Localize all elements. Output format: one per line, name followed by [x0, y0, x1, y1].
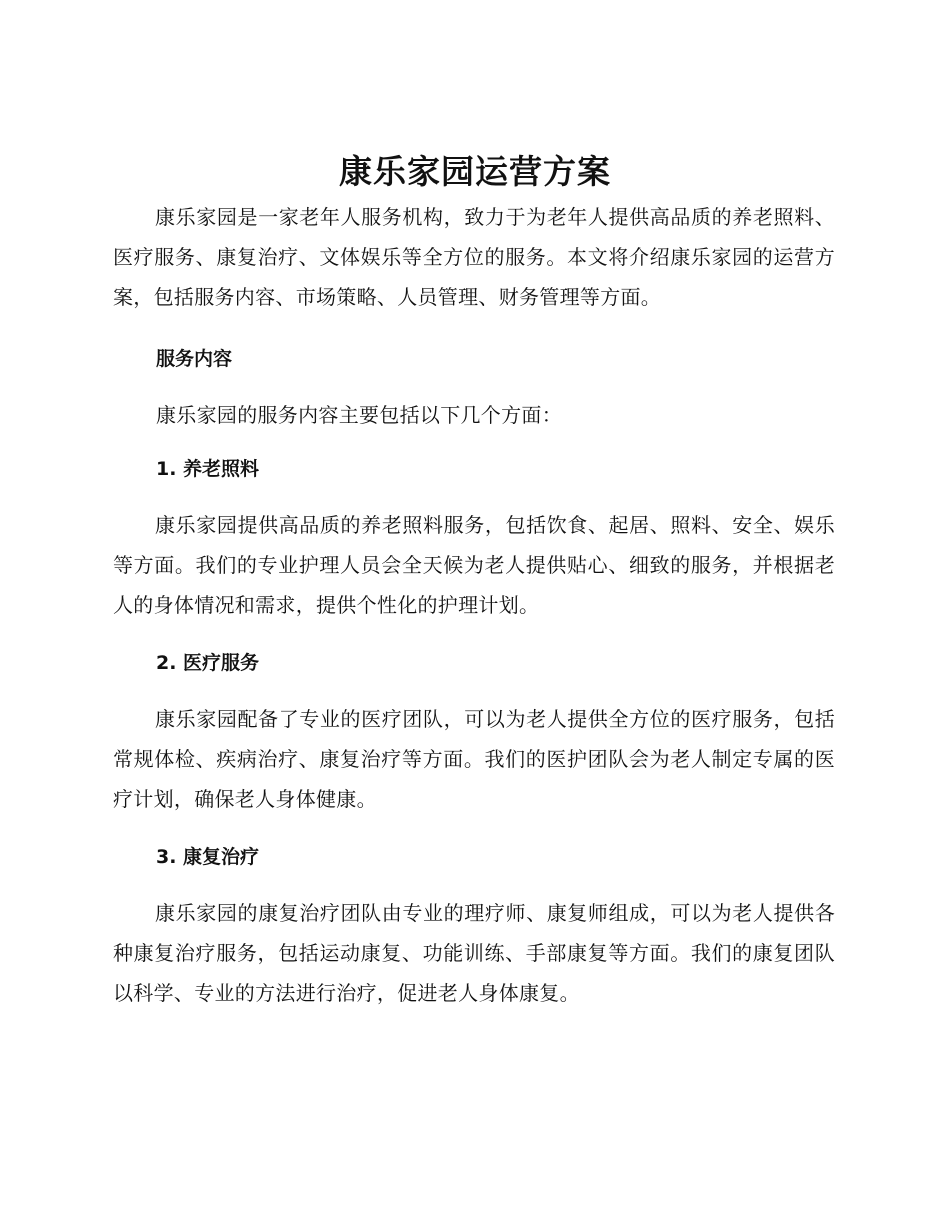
- intro-paragraph: 康乐家园是一家老年人服务机构，致力于为老年人提供高品质的养老照料、医疗服务、康复治疗、文体娱乐等全方位的服务。本文将介绍康乐家园的运营方案，包括服务内容、市场策略、人员管理、财务管理等方面。: [113, 205, 835, 309]
- item-heading: 2. 医疗服务: [156, 652, 260, 674]
- item-paragraph: 康乐家园提供高品质的养老照料服务，包括饮食、起居、照料、安全、娱乐等方面。我们的专业护理人员会全天候为老人提供贴心、细致的服务，并根据老人的身体情况和需求，提供个性化的护理计划。: [113, 513, 835, 617]
- section-heading: 服务内容: [156, 348, 233, 370]
- document-title: 康乐家园运营方案: [339, 152, 611, 191]
- section-intro: 康乐家园的服务内容主要包括以下几个方面：: [156, 403, 562, 427]
- item-heading: 1. 养老照料: [156, 458, 260, 480]
- item-paragraph: 康乐家园配备了专业的医疗团队，可以为老人提供全方位的医疗服务，包括常规体检、疾病治疗、康复治疗等方面。我们的医护团队会为老人制定专属的医疗计划，确保老人身体健康。: [113, 707, 835, 811]
- item-paragraph: 康乐家园的康复治疗团队由专业的理疗师、康复师组成，可以为老人提供各种康复治疗服务，包括运动康复、功能训练、手部康复等方面。我们的康复团队以科学、专业的方法进行治疗，促进老人身体康复。: [113, 901, 835, 1005]
- item-heading: 3. 康复治疗: [156, 846, 260, 868]
